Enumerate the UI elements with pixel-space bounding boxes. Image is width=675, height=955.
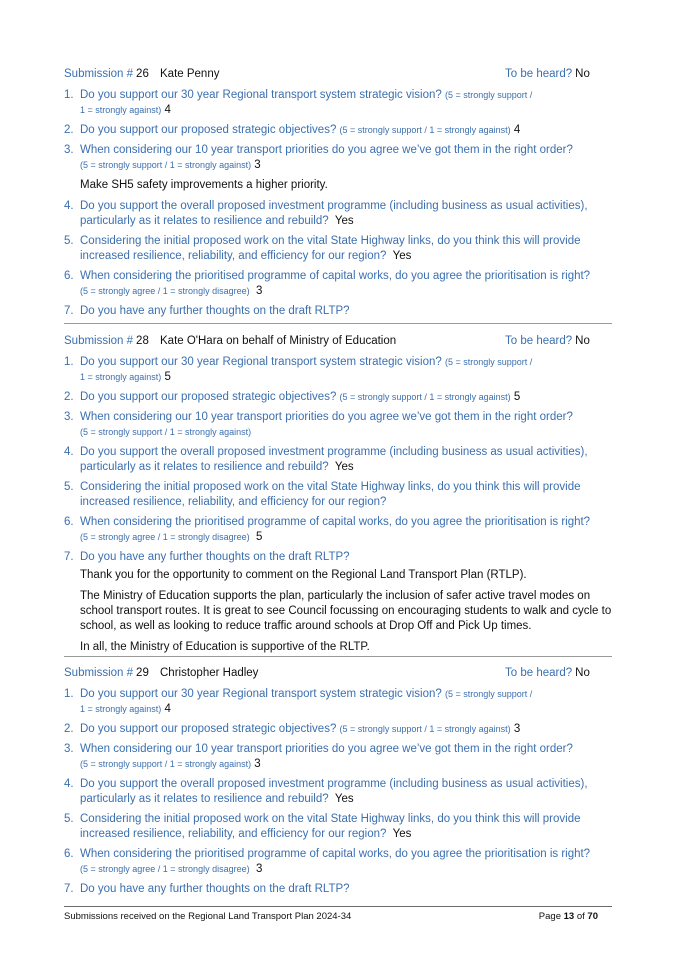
- submission-number: 28: [136, 335, 149, 347]
- response-paragraph: Thank you for the opportunity to comment on the Regional Land Transport Plan (RTLP).: [80, 569, 527, 581]
- question-item: 5. Considering the initial proposed work on the vital State Highway links, do you think this will provide increased resilience, reliability, and efficiency for our region?: [64, 481, 581, 508]
- answer: 3: [254, 159, 261, 171]
- question-item: 1. Do you support our 30 year Regional transport system strategic vision? (5 = strongly support / 1 = strongly against) 4: [64, 89, 533, 116]
- response-paragraph: The Ministry of Education supports the plan, particularly the inclusion of safer active travel modes on school transport routes. It is great to see Council focussing on encouraging students to walk and cycle to school, as well as looking to reduce traffic around schools at Drop Off and Pick Up times.: [80, 590, 612, 632]
- question-item: 6. When considering the prioritised programme of capital works, do you agree the prioritisation is right? (5 = strongly agree / 1 = strongly disagree) 3: [64, 848, 591, 875]
- section-divider: [64, 656, 612, 657]
- answer: 3: [513, 723, 521, 735]
- page-footer: [64, 906, 612, 922]
- to-be-heard-value: No: [575, 667, 590, 679]
- question-item: 4. Do you support the overall proposed investment programme (including business as usual activities), particularly as it relates to resilience and rebuild? Yes: [64, 778, 588, 805]
- footer-title: Submissions received on the Regional Land Transport Plan 2024-34: [64, 911, 352, 922]
- question-item: 3. When considering our 10 year transport priorities do you agree we’ve got them in the right order? (5 = strongly support / 1 = strongly against) 3: [64, 144, 573, 171]
- submission-block: [64, 333, 612, 661]
- question-item: 7. Do you have any further thoughts on the draft RLTP?: [64, 551, 350, 563]
- submitter-name: Kate O'Hara on behalf of Ministry of Education: [160, 335, 397, 347]
- to-be-heard-label: To be heard?: [505, 335, 573, 347]
- question-list: [64, 88, 612, 173]
- answer: 5: [513, 391, 521, 403]
- question-item: 2. Do you support our proposed strategic objectives? (5 = strongly support / 1 = strongly against) 3: [64, 723, 521, 735]
- submission-label: Submission #: [64, 667, 134, 679]
- answer: 3: [255, 863, 263, 875]
- to-be-heard-label: To be heard?: [505, 68, 573, 80]
- question-item: 2. Do you support our proposed strategic objectives? (5 = strongly support / 1 = strongly against) 5: [64, 391, 521, 403]
- submitter-name: Christopher Hadley: [160, 667, 259, 679]
- page-number: Page 13 of 70: [538, 911, 598, 922]
- answer: 3: [255, 285, 263, 297]
- to-be-heard: [505, 66, 590, 82]
- question-item: 1. Do you support our 30 year Regional transport system strategic vision? (5 = strongly support / 1 = strongly against) 5: [64, 356, 533, 383]
- to-be-heard-label: To be heard?: [505, 667, 573, 679]
- question-item: 4. Do you support the overall proposed investment programme (including business as usual activities), particularly as it relates to resilience and rebuild? Yes: [64, 200, 588, 227]
- question-item: 7. Do you have any further thoughts on the draft RLTP?: [64, 883, 350, 895]
- submission-label: Submission #: [64, 68, 134, 80]
- answer: 3: [254, 758, 261, 770]
- answer: Yes: [392, 828, 412, 840]
- question-item: 3. When considering our 10 year transport priorities do you agree we’ve got them in the right order? (5 = strongly support / 1 = strongly against): [64, 411, 573, 437]
- question-item: 5. Considering the initial proposed work on the vital State Highway links, do you think this will provide increased resilience, reliability, and efficiency for our region? Yes: [64, 813, 581, 840]
- answer: 5: [255, 531, 263, 543]
- submission-label: Submission #: [64, 335, 134, 347]
- submission-header: [64, 66, 612, 82]
- question-list: [64, 355, 612, 565]
- question-item: 4. Do you support the overall proposed investment programme (including business as usual activities), particularly as it relates to resilience and rebuild? Yes: [64, 446, 588, 473]
- question-list: [64, 687, 612, 897]
- answer: Yes: [334, 793, 354, 805]
- submission-number: 26: [136, 68, 149, 80]
- question-item: 7. Do you have any further thoughts on the draft RLTP?: [64, 305, 350, 317]
- submitter-name: Kate Penny: [160, 68, 220, 80]
- response-note: Make SH5 safety improvements a higher priority.: [80, 179, 328, 191]
- to-be-heard-value: No: [575, 335, 590, 347]
- to-be-heard-value: No: [575, 68, 590, 80]
- answer: 4: [164, 104, 171, 116]
- submission-header: [64, 333, 612, 349]
- to-be-heard: [505, 665, 590, 681]
- question-list: [64, 199, 612, 319]
- submission-header: [64, 665, 612, 681]
- question-item: 2. Do you support our proposed strategic objectives? (5 = strongly support / 1 = strongly against) 4: [64, 124, 521, 136]
- question-item: 1. Do you support our 30 year Regional transport system strategic vision? (5 = strongly support / 1 = strongly against) 4: [64, 688, 533, 715]
- section-divider: [64, 323, 612, 324]
- question-item: 6. When considering the prioritised programme of capital works, do you agree the prioritisation is right? (5 = strongly agree / 1 = strongly disagree) 3: [64, 270, 591, 297]
- answer: 5: [164, 371, 171, 383]
- response-paragraph: In all, the Ministry of Education is supportive of the RLTP.: [80, 641, 370, 653]
- submission-block: [64, 665, 612, 902]
- question-item: 3. When considering our 10 year transport priorities do you agree we’ve got them in the right order? (5 = strongly support / 1 = strongly against) 3: [64, 743, 573, 770]
- submission-block: [64, 66, 612, 324]
- submission-number: 29: [136, 667, 149, 679]
- answer: Yes: [334, 461, 354, 473]
- question-item: 5. Considering the initial proposed work on the vital State Highway links, do you think this will provide increased resilience, reliability, and efficiency for our region? Yes: [64, 235, 581, 262]
- answer: Yes: [334, 215, 354, 227]
- question-item: 6. When considering the prioritised programme of capital works, do you agree the prioritisation is right? (5 = strongly agree / 1 = strongly disagree) 5: [64, 516, 591, 543]
- answer: 4: [164, 703, 171, 715]
- answer: 4: [513, 124, 521, 136]
- answer: Yes: [392, 250, 412, 262]
- to-be-heard: [505, 333, 590, 349]
